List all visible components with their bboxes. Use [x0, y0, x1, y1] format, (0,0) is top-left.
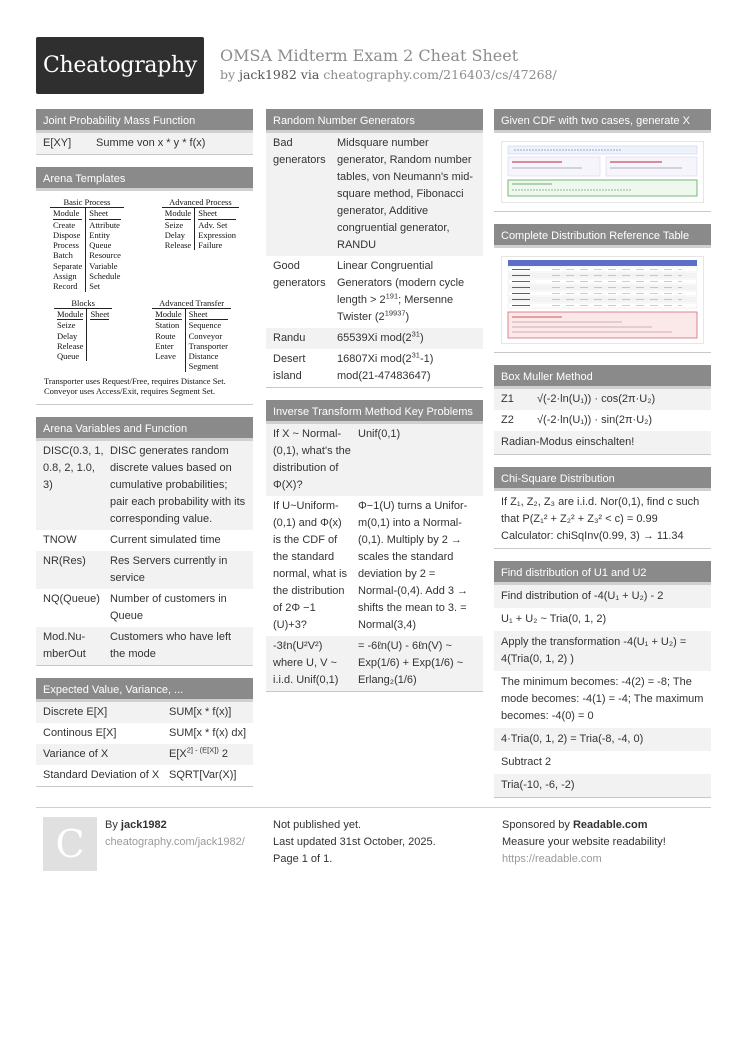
row-key: DISC(0.3, 1, 0.8, 2, 1.0, 3) — [43, 445, 104, 492]
given-cdf-image — [494, 133, 711, 211]
text-part: ; Mersenne Twister (2 — [337, 294, 454, 323]
section-title: Inverse Transform Method Key Problems — [266, 400, 483, 424]
sponsor-url[interactable]: https://readable.com — [502, 853, 602, 865]
text-part: ) — [405, 311, 410, 323]
arena-templates-section — [36, 167, 253, 405]
row-key: Standard Deviation of X — [43, 769, 160, 782]
table-row — [36, 589, 253, 627]
author-link[interactable]: jack1982 — [239, 67, 297, 82]
formula-superscript: 2] - (E[X]) — [186, 745, 219, 755]
row-key: Bad generators — [273, 137, 326, 166]
row-key: TNOW — [43, 534, 77, 547]
note: Radian-Modus einschalten! — [494, 431, 711, 454]
row-value: Summe von x * y * f(x) — [96, 137, 206, 149]
byline-by: by — [220, 67, 236, 82]
row-key: Continous E[X] — [43, 727, 117, 740]
cell: Separate — [53, 260, 83, 271]
row-key: Z2 — [501, 414, 514, 426]
row-value: Res Servers currently in service — [110, 555, 228, 585]
footer-status — [273, 817, 436, 868]
cell: Conveyor — [188, 330, 223, 341]
row-value — [337, 330, 476, 347]
rng-section — [266, 109, 483, 388]
cell: Enter — [155, 340, 174, 351]
avatar[interactable] — [43, 817, 97, 871]
table-row — [36, 627, 253, 665]
col-header: Module — [164, 208, 192, 219]
column-2 — [266, 109, 483, 704]
section-title: Joint Probability Mass Function — [36, 109, 253, 133]
cell: Record — [53, 281, 78, 292]
chi-square-text: If Z₁, Z₂, Z₃ are i.i.d. Nor(0,1), find c such that P(Z₁² + Z₂² + Z₃² < c) = 0.99 Calculator: chiSqInv(0.99, 3) → 11.34 — [501, 496, 700, 542]
table-row — [36, 765, 253, 786]
table-row — [36, 551, 253, 589]
section-title: Given CDF with two cases, generate X — [494, 109, 711, 133]
cell: Distance — [188, 351, 219, 362]
cell: Schedule — [89, 271, 121, 282]
text-part: ) — [419, 332, 424, 344]
text-part: 16807Xi mod(2 — [337, 353, 412, 365]
formula-part: E[X — [169, 748, 187, 761]
row-value: Number of customers in Queue — [110, 593, 227, 623]
cell: Segment — [188, 361, 219, 372]
cell: Attribute — [89, 219, 120, 230]
table-row — [494, 389, 711, 410]
row-value — [169, 746, 246, 763]
section-title: Arena Variables and Function — [36, 417, 253, 441]
row-value: SQRT[Var(X)] — [169, 769, 237, 782]
table-title: Advanced Process — [169, 197, 232, 207]
row-value: DISC generates random discrete values based on cumulative probabilities; pair each probability with its corresponding value. — [110, 445, 246, 526]
list-item: 4·Tria(0, 1, 2) = Tria(-8, -4, 0) — [494, 728, 711, 751]
logo-text: Cheatography — [42, 53, 198, 78]
row-key: Desert island — [273, 353, 306, 382]
sponsor-text: Measure your website readability! — [502, 836, 666, 848]
sponsor-link[interactable]: Readable.com — [572, 819, 648, 831]
table-row — [266, 349, 483, 387]
table-row — [36, 723, 253, 744]
advanced-process-table — [162, 197, 239, 292]
cell: Sequence — [188, 320, 222, 331]
footer-divider — [36, 807, 711, 808]
last-updated: Last updated 31st October, 2025. — [273, 836, 436, 848]
section-title: Complete Distribution Reference Table — [494, 224, 711, 248]
cell: Station — [155, 320, 180, 331]
row-value: SUM[x * f(x)] — [169, 706, 232, 719]
chi-square-section — [494, 467, 711, 549]
cell: Delay — [57, 330, 78, 341]
byline — [220, 67, 557, 82]
table-row — [266, 256, 483, 328]
text-part: Linear Congruential Generators (modern cycle length > 2 — [337, 260, 465, 306]
cell: Queue — [57, 351, 80, 362]
list-item: Find distribution of -4(U₁ + U₂) - 2 — [494, 585, 711, 608]
cell: Expression — [198, 229, 236, 240]
col-header: Sheet — [89, 208, 121, 219]
col-header: Sheet — [198, 208, 236, 219]
section-title: Chi-Square Distribution — [494, 467, 711, 491]
list-item: U₁ + U₂ ~ Tria(0, 1, 2) — [501, 613, 607, 625]
row-value: √(-2·ln(U₁)) · cos(2π·U₂) — [537, 393, 656, 405]
row-key: Good generators — [273, 260, 326, 289]
row-value: Φ−1(U) turns a Unifor-m(0,1) into a Normal-(0,1). Multiply by 2 → scales the standard deviation by 2 = Normal-(0,4). Add 3 → shifts the mean to 3. = Normal(3,4) — [358, 500, 469, 631]
col-header: Sheet — [90, 308, 110, 319]
template-note: Transporter uses Request/Free, requires Distance Set. — [44, 375, 226, 386]
row-value: SUM[x * f(x) dx] — [169, 727, 247, 740]
arena-templates-figure — [36, 191, 253, 404]
cell: Delay — [164, 229, 186, 240]
row-key: Randu — [273, 332, 306, 344]
table-row — [266, 636, 483, 691]
expected-value-section — [36, 678, 253, 787]
row-key: Mod.Nu-mberOut — [43, 631, 86, 661]
section-title: Expected Value, Variance, ... — [36, 678, 253, 702]
cell: Leave — [155, 351, 176, 362]
superscript: 31 — [411, 350, 420, 360]
row-key: NR(Res) — [43, 555, 86, 568]
column-3 — [494, 109, 711, 810]
cell: Assign — [53, 271, 77, 282]
row-value: √(-2·ln(U₁)) · sin(2π·U₂) — [537, 414, 653, 426]
page-number: Page 1 of 1. — [273, 853, 333, 865]
cell: Seize — [57, 320, 76, 331]
cheatography-logo[interactable] — [36, 37, 204, 94]
footer-author-url[interactable]: cheatography.com/jack1982/ — [105, 836, 245, 848]
list-item: The minimum becomes: -4(2) = -8; The mode becomes: -4(1) = -4; The maximum becomes: -4(0) = 0 — [501, 676, 704, 722]
u1-u2-section — [494, 561, 711, 798]
table-title: Blocks — [71, 297, 95, 308]
table-title: Basic Process — [63, 197, 111, 207]
page-title: OMSA Midterm Exam 2 Cheat Sheet — [220, 46, 519, 65]
row-key: Z1 — [501, 393, 514, 405]
section-title: Box Muller Method — [494, 365, 711, 389]
col-header: Module — [155, 308, 182, 319]
formula-part: 2 — [218, 748, 229, 761]
table-row — [266, 424, 483, 496]
cell: Seize — [164, 219, 184, 230]
blocks-table — [54, 298, 112, 372]
column-1 — [36, 109, 253, 799]
section-title: Find distribution of U1 and U2 — [494, 561, 711, 585]
inverse-transform-section — [266, 400, 483, 692]
list-item: Tria(-10, -6, -2) — [494, 774, 711, 797]
arena-variables-section — [36, 417, 253, 666]
box-muller-section — [494, 365, 711, 455]
reference-table-thumbnail — [502, 257, 703, 343]
cell: Resource — [89, 250, 121, 261]
cell: Release — [164, 240, 192, 251]
cell: Process — [53, 240, 79, 251]
cell: Create — [53, 219, 76, 230]
published-status: Not published yet. — [273, 819, 362, 831]
row-value: Midsquare number generator, Random number tables, von Neumann's mid-square method, Fibonacci generator, Additive congruential generator, RANDU — [337, 137, 473, 251]
row-key: Discrete E[X] — [43, 706, 108, 719]
sponsor-prefix: Sponsored by — [502, 819, 570, 831]
byline-via: via — [300, 67, 320, 82]
table-title: Advanced Transfer — [159, 297, 225, 308]
table-row — [494, 410, 711, 431]
footer-author — [105, 817, 245, 851]
cell: Route — [155, 330, 176, 341]
superscript: 19937 — [384, 308, 406, 318]
table-row — [266, 328, 483, 349]
row-value: = -6ℓn(U) - 6ℓn(V) ~ Exp(1/6) + Exp(1/6) ~ Erlang₂(1/6) — [358, 640, 464, 686]
row-key: E[XY] — [43, 137, 72, 149]
table-row — [36, 133, 253, 154]
text-part: 65539Xi mod(2 — [337, 332, 412, 344]
cell: Release — [57, 340, 84, 351]
jpmf-section — [36, 109, 253, 155]
template-note: Conveyor uses Access/Exit, requires Segment Set. — [44, 386, 216, 397]
distribution-reference-image — [494, 248, 711, 352]
distribution-reference-section — [494, 224, 711, 353]
superscript: 31 — [411, 329, 420, 339]
list-item: Subtract 2 — [501, 756, 552, 768]
row-key: NQ(Queue) — [43, 593, 100, 606]
row-value — [337, 258, 476, 326]
cell: Failure — [198, 240, 223, 251]
row-key: If U~Uniform-(0,1) and Φ(x) is the CDF of the standard normal, what is the distribution of 2Φ −1 (U)+3? — [273, 500, 347, 631]
col-header: Module — [53, 208, 82, 219]
col-header: Module — [57, 308, 84, 319]
sheet-url-link[interactable]: cheatography.com/216403/cs/47268/ — [323, 67, 557, 82]
given-cdf-thumbnail — [502, 142, 703, 202]
cell: Set — [89, 281, 101, 292]
basic-process-table — [50, 197, 124, 292]
cell: Variable — [89, 260, 118, 271]
col-header: Sheet — [189, 309, 228, 320]
row-key: -3ℓn(U²V²) where U, V ~ i.i.d. Unif(0,1) — [273, 640, 339, 686]
cell: Transporter — [188, 340, 228, 351]
table-row — [266, 496, 483, 636]
table-row — [36, 530, 253, 551]
section-title: Arena Templates — [36, 167, 253, 191]
row-value — [337, 351, 476, 385]
cell: Adv. Set — [198, 219, 228, 230]
superscript: 191 — [385, 291, 399, 301]
table-row — [36, 702, 253, 723]
section-title: Random Number Generators — [266, 109, 483, 133]
row-value: Unif(0,1) — [358, 428, 401, 440]
given-cdf-section — [494, 109, 711, 212]
advanced-transfer-table — [152, 298, 231, 372]
cell: Queue — [89, 240, 112, 251]
footer-author-link[interactable]: jack1982 — [120, 819, 167, 831]
cell: Entity — [89, 229, 111, 240]
cell: Batch — [53, 250, 73, 261]
footer-sponsor — [502, 817, 666, 868]
footer-by: By — [105, 819, 118, 831]
list-item: Apply the transformation -4(U₁ + U₂) = 4(Tria(0, 1, 2) ) — [494, 631, 711, 671]
row-value: Current simulated time — [110, 534, 221, 547]
row-key: Variance of X — [43, 748, 109, 761]
table-row — [36, 744, 253, 765]
table-row — [36, 441, 253, 530]
table-row — [266, 133, 483, 256]
text-part: -1) mod(21-47483647) — [337, 353, 434, 382]
avatar-letter: C — [55, 822, 85, 866]
cell: Dispose — [53, 229, 81, 240]
row-value: Customers who have left the mode — [110, 631, 232, 661]
row-key: If X ~ Normal-(0,1), what's the distribution of Φ(X)? — [273, 428, 351, 491]
